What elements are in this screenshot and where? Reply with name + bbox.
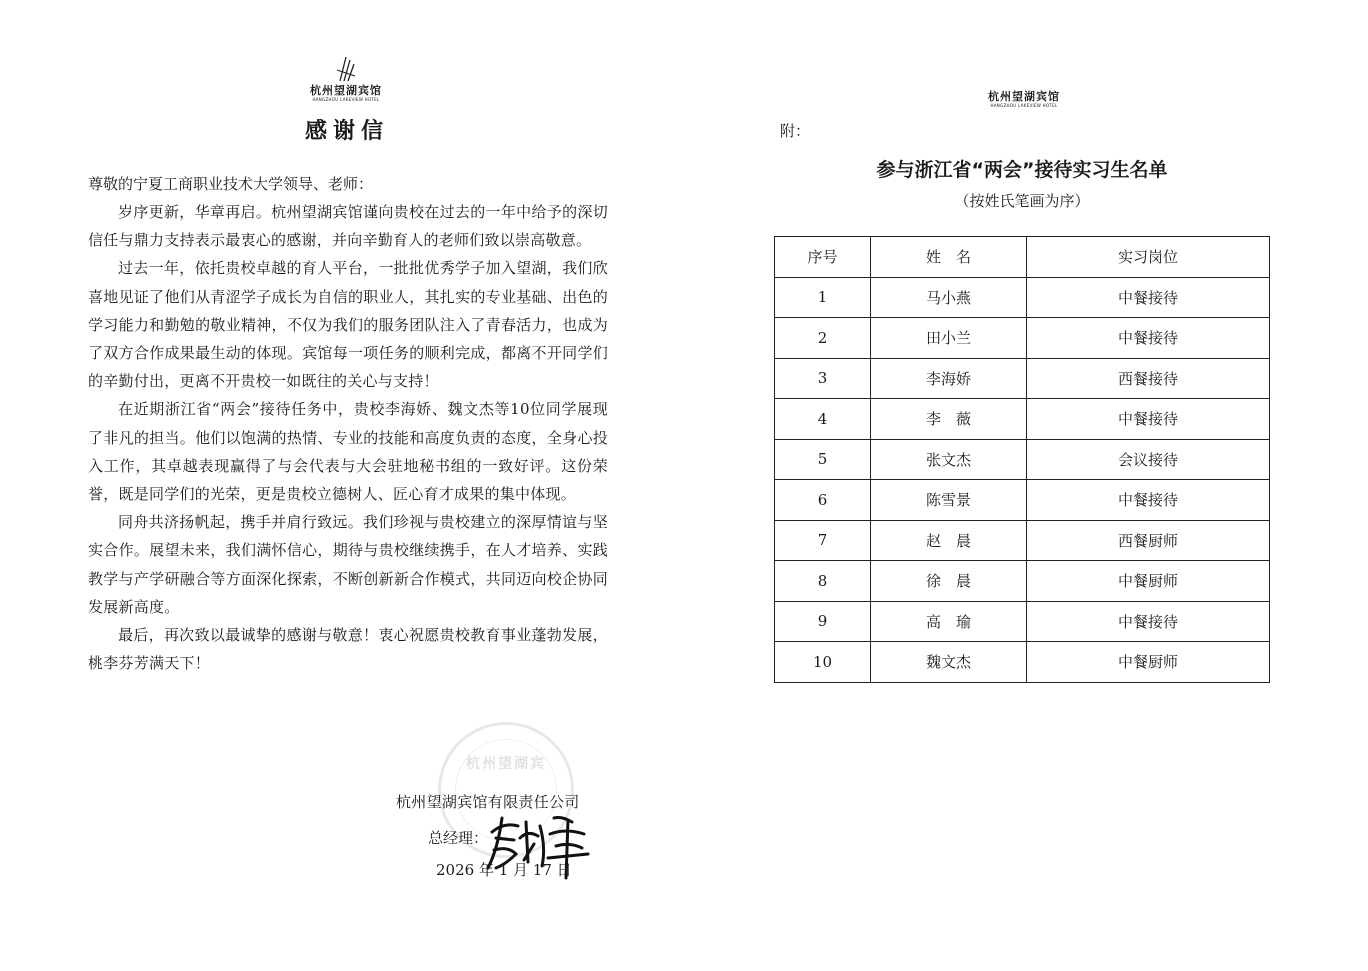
table-row	[775, 277, 1270, 318]
table-row	[775, 358, 1270, 399]
list-subtitle: （按姓氏笔画为序）	[954, 192, 1090, 210]
salutation: 尊敬的宁夏工商职业技术大学领导、老师：	[88, 175, 374, 193]
column-header-number: 序号	[775, 237, 871, 278]
paragraph-5: 最后，再次致以最诚挚的感谢与敬意！衷心祝愿贵校教育事业蓬勃发展，桃李芬芳满天下！	[88, 626, 608, 673]
row-position: 中餐接待	[1027, 480, 1270, 521]
logo-name: 杭州望湖宾馆	[988, 90, 1060, 103]
table-header-row	[775, 237, 1270, 278]
row-position: 中餐接待	[1027, 318, 1270, 359]
logo-name: 杭州望湖宾馆	[310, 84, 382, 97]
logo-subtitle: HANGZHOU LAKEVIEW HOTEL	[990, 103, 1058, 108]
table-row	[775, 601, 1270, 642]
paragraph-1: 岁序更新，华章再启。杭州望湖宾馆谨向贵校在过去的一年中给予的深切信任与鼎力支持表示最衷心的感谢，并向辛勤育人的老师们致以崇高敬意。	[88, 203, 608, 250]
row-name: 张文杰	[871, 439, 1027, 480]
row-number: 8	[775, 561, 871, 602]
row-number: 9	[775, 601, 871, 642]
list-title: 参与浙江省“两会”接待实习生名单	[876, 159, 1168, 181]
hotel-logo	[974, 88, 1074, 109]
column-header-position: 实习岗位	[1027, 237, 1270, 278]
row-name: 魏文杰	[871, 642, 1027, 683]
letter-date: 2026 年 1 月 17 日	[436, 861, 572, 879]
row-number: 4	[775, 399, 871, 440]
paragraph-3: 在近期浙江省“两会”接待任务中，贵校李海娇、魏文杰等10位同学展现了非凡的担当。他们以饱满的热情、专业的技能和高度负责的态度，全身心投入工作，其卓越表现赢得了与会代表与大会驻地秘书组的一致好评。这份荣誉，既是同学们的光荣，更是贵校立德树人、匠心育才成果的集中体现。	[88, 400, 608, 504]
row-position: 中餐接待	[1027, 277, 1270, 318]
attachment-label: 附：	[780, 122, 811, 140]
row-number: 3	[775, 358, 871, 399]
row-position: 中餐接待	[1027, 601, 1270, 642]
table-row	[775, 318, 1270, 359]
letter-body	[88, 198, 608, 677]
row-name: 高 瑜	[871, 601, 1027, 642]
logo-subtitle: HANGZHOU LAKEVIEW HOTEL	[312, 97, 380, 102]
paragraph-4: 同舟共济扬帆起，携手并肩行致远。我们珍视与贵校建立的深厚情谊与坚实合作。展望未来，我们满怀信心，期待与贵校继续携手，在人才培养、实践教学与产学研融合等方面深化探索，不断创新新合作模式，共同迈向校企协同发展新高度。	[88, 513, 608, 616]
row-position: 中餐厨师	[1027, 642, 1270, 683]
row-name: 赵 晨	[871, 520, 1027, 561]
hotel-logo-icon	[335, 56, 357, 82]
seal-text: 杭州望湖宾	[466, 756, 546, 772]
row-position: 西餐厨师	[1027, 520, 1270, 561]
row-name: 田小兰	[871, 318, 1027, 359]
hotel-logo	[296, 56, 396, 103]
row-name: 李海娇	[871, 358, 1027, 399]
row-name: 李 薇	[871, 399, 1027, 440]
paragraph-2: 过去一年，依托贵校卓越的育人平台，一批批优秀学子加入望湖，我们欣喜地见证了他们从青涩学子成长为自信的职业人，其扎实的专业基础、出色的学习能力和勤勉的敬业精神，不仅为我们的服务团队注入了青春活力，也成为了双方合作成果最生动的体现。宾馆每一项任务的顺利完成，都离不开同学们的辛勤付出，更离不开贵校一如既往的关心与支持！	[88, 259, 608, 391]
table-row	[775, 642, 1270, 683]
company-name: 杭州望湖宾馆有限责任公司	[396, 793, 580, 811]
column-header-name: 姓 名	[871, 237, 1027, 278]
row-number: 6	[775, 480, 871, 521]
row-name: 马小燕	[871, 277, 1027, 318]
row-number: 2	[775, 318, 871, 359]
row-number: 1	[775, 277, 871, 318]
row-name: 徐 晨	[871, 561, 1027, 602]
table-row	[775, 520, 1270, 561]
intern-table	[774, 236, 1270, 683]
attachment-page	[684, 0, 1368, 971]
row-number: 10	[775, 642, 871, 683]
row-number: 7	[775, 520, 871, 561]
manager-label: 总经理：	[428, 829, 489, 847]
row-position: 西餐接待	[1027, 358, 1270, 399]
row-number: 5	[775, 439, 871, 480]
table-row	[775, 561, 1270, 602]
table-row	[775, 480, 1270, 521]
row-position: 中餐厨师	[1027, 561, 1270, 602]
table-row	[775, 399, 1270, 440]
row-position: 中餐接待	[1027, 399, 1270, 440]
table-row	[775, 439, 1270, 480]
row-position: 会议接待	[1027, 439, 1270, 480]
letter-title: 感谢信	[304, 119, 389, 144]
row-name: 陈雪景	[871, 480, 1027, 521]
